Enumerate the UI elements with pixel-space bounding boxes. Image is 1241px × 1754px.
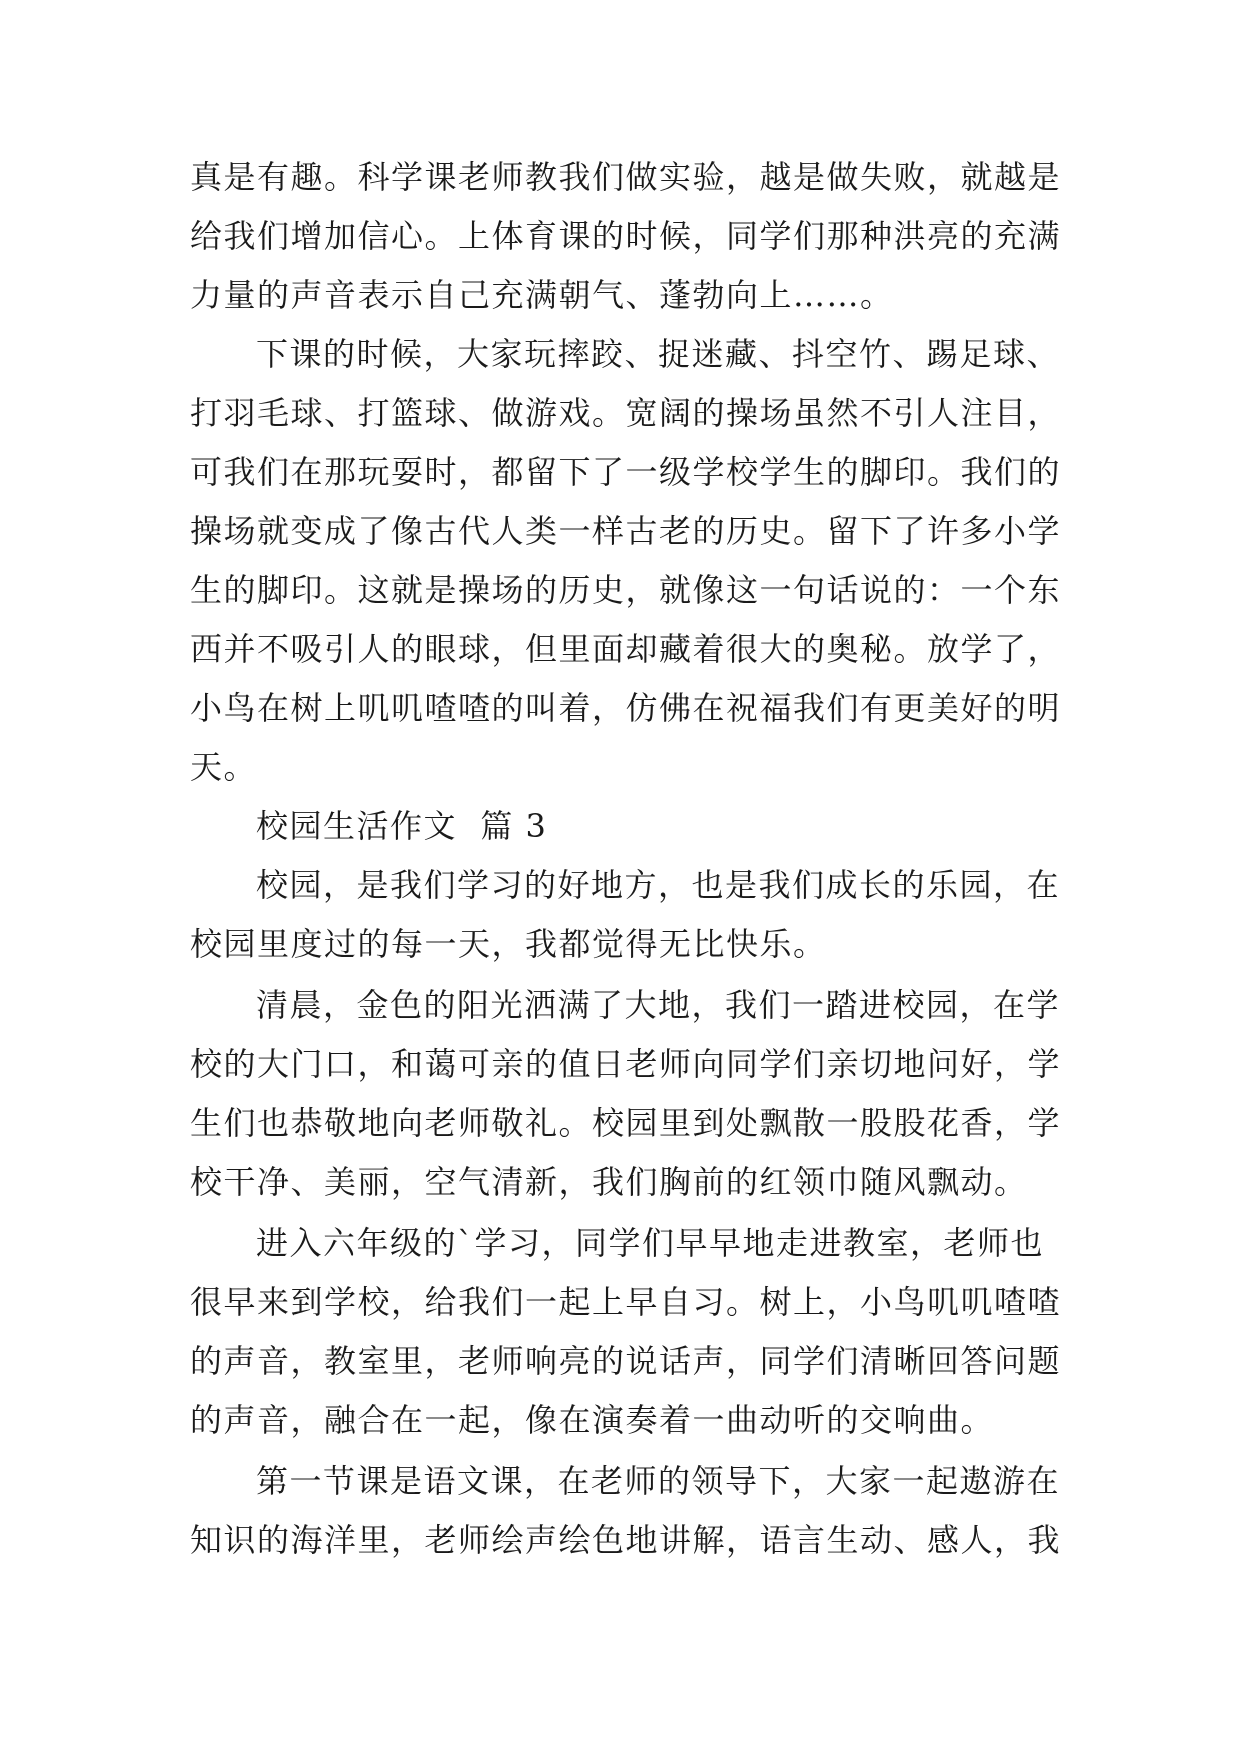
text-line: 很早来到学校，给我们一起上早自习。树上，小鸟叽叽喳喳 [190, 1283, 1062, 1321]
text-line: 校的大门口，和蔼可亲的值日老师向同学们亲切地问好，学 [190, 1045, 1062, 1083]
text-line: 校干净、美丽，空气清新，我们胸前的红领巾随风飘动。 [190, 1163, 1028, 1201]
text-line: 生的脚印。这就是操场的历史，就像这一句话说的：一个东 [190, 571, 1062, 609]
text-line: 力量的声音表示自己充满朝气、蓬勃向上……。 [190, 276, 894, 314]
text-line: 天。 [190, 748, 258, 786]
text-line: 小鸟在树上叽叽喳喳的叫着，仿佛在祝福我们有更美好的明 [190, 689, 1062, 727]
paragraph-first-line: 第一节课是语文课，在老师的领导下，大家一起遨游在 [256, 1462, 1061, 1500]
text-line: 打羽毛球、打篮球、做游戏。宽阔的操场虽然不引人注目， [190, 394, 1062, 432]
paragraph-first-line: 进入六年级的`学习，同学们早早地走进教室，老师也 [256, 1224, 1045, 1262]
paragraph-first-line: 下课的时候，大家玩摔跤、捉迷藏、抖空竹、踢足球、 [256, 335, 1061, 373]
section-heading: 校园生活作文 篇 3 [256, 807, 548, 845]
text-line: 校园里度过的每一天，我都觉得无比快乐。 [190, 925, 827, 963]
text-line: 操场就变成了像古代人类一样古老的历史。留下了许多小学 [190, 512, 1062, 550]
paragraph-first-line: 校园，是我们学习的好地方，也是我们成长的乐园，在 [256, 866, 1061, 904]
text-line: 可我们在那玩耍时，都留下了一级学校学生的脚印。我们的 [190, 453, 1062, 491]
text-line: 西并不吸引人的眼球，但里面却藏着很大的奥秘。放学了， [190, 630, 1062, 668]
text-line: 的声音，融合在一起，像在演奏着一曲动听的交响曲。 [190, 1401, 995, 1439]
paragraph-first-line: 清晨，金色的阳光洒满了大地，我们一踏进校园，在学 [256, 986, 1061, 1024]
text-line: 知识的海洋里，老师绘声绘色地讲解，语言生动、感人，我 [190, 1521, 1062, 1559]
text-line: 生们也恭敬地向老师敬礼。校园里到处飘散一股股花香，学 [190, 1104, 1062, 1142]
text-line: 给我们增加信心。上体育课的时候，同学们那种洪亮的充满 [190, 217, 1062, 255]
text-line: 真是有趣。科学课老师教我们做实验，越是做失败，就越是 [190, 158, 1062, 196]
text-line: 的声音，教室里，老师响亮的说话声，同学们清晰回答问题 [190, 1342, 1062, 1380]
